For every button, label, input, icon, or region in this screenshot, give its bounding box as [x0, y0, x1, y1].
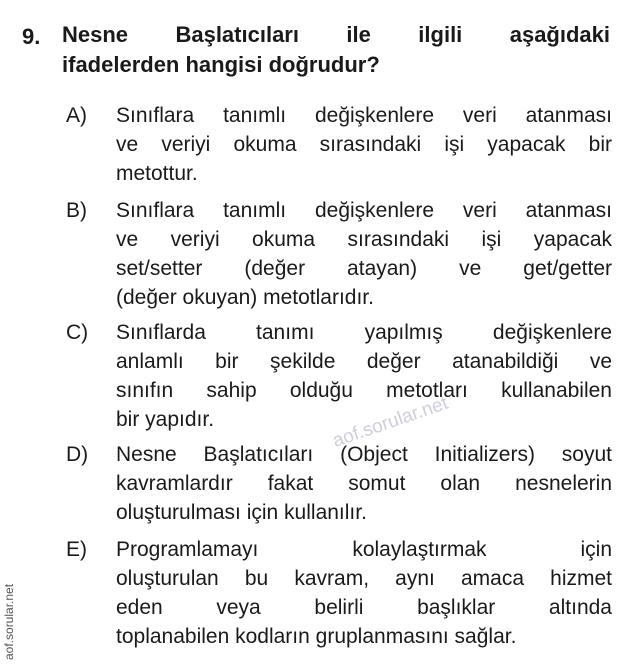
option-text-line: kavramlardır fakat somut olan nesnelerin — [116, 472, 612, 495]
option-letter: A) — [66, 104, 87, 127]
option-text-line: set/setter (değer atayan) ve get/getter — [116, 257, 612, 280]
option-letter: C) — [66, 321, 89, 344]
option-text-line: Sınıflarda tanımı yapılmış değişkenlere — [116, 321, 612, 344]
option-text-line: sınıfın sahip olduğu metotları kullanabilen — [116, 379, 612, 402]
option-text — [116, 535, 612, 651]
option-text-line: bir yapıdır. — [116, 408, 215, 431]
option-text-line: oluşturulan bu kavram, aynı amaca hizmet — [116, 567, 612, 590]
option-text — [116, 318, 612, 434]
option-text-line: oluşturulması için kullanılır. — [116, 501, 367, 524]
watermark-center: aof.sorular.net — [330, 392, 451, 452]
question-text-line: ifadelerden hangisi doğrudur? — [62, 52, 380, 77]
option-text-line: toplanabilen kodların gruplanmasını sağlar. — [116, 625, 517, 648]
option-text-line: Sınıflara tanımlı değişkenlere veri atanması — [116, 199, 612, 222]
option-text — [116, 196, 612, 312]
option-text-line: eden veya belirli başlıklar altında — [116, 596, 612, 619]
option-text-line: anlamlı bir şekilde değer atanabildiği ve — [116, 350, 612, 373]
option-text-line: metottur. — [116, 162, 198, 185]
question-text-line: Nesne Başlatıcıları ile ilgili aşağıdaki — [62, 22, 610, 47]
option-text-line: Programlamayı kolaylaştırmak için — [116, 538, 612, 561]
option-text-line: (değer okuyan) metotlarıdır. — [116, 286, 374, 309]
option-letter: B) — [66, 199, 87, 222]
option-text-line: Nesne Başlatıcıları (Object Initializers) soyut — [116, 443, 612, 466]
option-letter: E) — [66, 538, 87, 561]
question-number: 9. — [22, 24, 41, 49]
option-text-line: Sınıflara tanımlı değişkenlere veri atanması — [116, 104, 612, 127]
watermark-side: aof.sorular.net — [2, 583, 16, 660]
option-text — [116, 440, 612, 527]
option-text-line: ve veriyi okuma sırasındaki işi yapacak bir — [116, 133, 612, 156]
option-letter: D) — [66, 443, 89, 466]
option-text-line: ve veriyi okuma sırasındaki işi yapacak — [116, 228, 612, 251]
option-text — [116, 101, 612, 188]
question-text — [62, 20, 610, 80]
